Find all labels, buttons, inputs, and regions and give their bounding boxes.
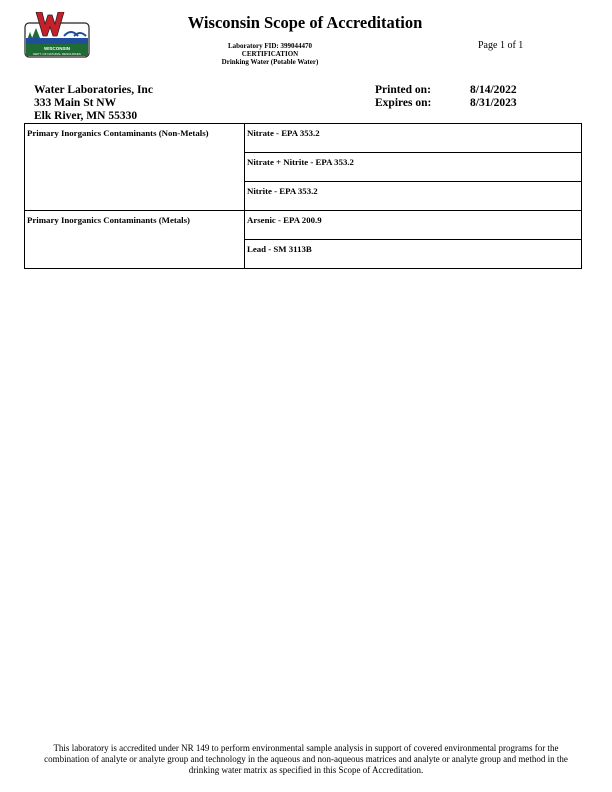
analyte-cell: Lead - SM 3113B xyxy=(245,240,582,269)
scope-table xyxy=(24,123,582,269)
lab-fid: Laboratory FID: 399044470 xyxy=(228,42,312,50)
analyte-cell: Nitrate - EPA 353.2 xyxy=(245,124,582,153)
expires-label: Expires on: xyxy=(375,97,432,109)
matrix-label: Drinking Water (Potable Water) xyxy=(221,58,319,66)
table-row xyxy=(25,211,582,240)
logo-text-2: DEPT. OF NATURAL RESOURCES xyxy=(33,52,81,56)
logo-text-1: WISCONSIN xyxy=(43,46,71,51)
lab-street: 333 Main St NW xyxy=(34,97,117,109)
wdnr-logo xyxy=(24,12,92,60)
printed-label: Printed on: xyxy=(375,84,431,96)
certification-label: CERTIFICATION xyxy=(241,50,299,58)
lab-name: Water Laboratories, Inc xyxy=(34,84,153,96)
analyte-group-cell: Primary Inorganics Contaminants (Metals) xyxy=(25,211,245,269)
analyte-cell: Nitrate + Nitrite - EPA 353.2 xyxy=(245,153,582,182)
accreditation-statement: This laboratory is accredited under NR 149 to perform environmental sample analysis in support of covered environmental programs for the combination of analyte or analyte group and technology in the aqueous and non-aqueous matrices and analyte or analyte group and method in the drinking water matrix as specified in this Scope of Accreditation. xyxy=(44,743,568,775)
expires-date: 8/31/2023 xyxy=(470,97,517,109)
table-row xyxy=(25,124,582,153)
lab-city: Elk River, MN 55330 xyxy=(34,110,138,122)
page-number: Page 1 of 1 xyxy=(478,40,524,51)
analyte-cell: Nitrite - EPA 353.2 xyxy=(245,182,582,211)
page-title: Wisconsin Scope of Accreditation xyxy=(187,13,423,32)
printed-date: 8/14/2022 xyxy=(470,84,517,96)
analyte-cell: Arsenic - EPA 200.9 xyxy=(245,211,582,240)
analyte-group-cell: Primary Inorganics Contaminants (Non-Metals) xyxy=(25,124,245,211)
